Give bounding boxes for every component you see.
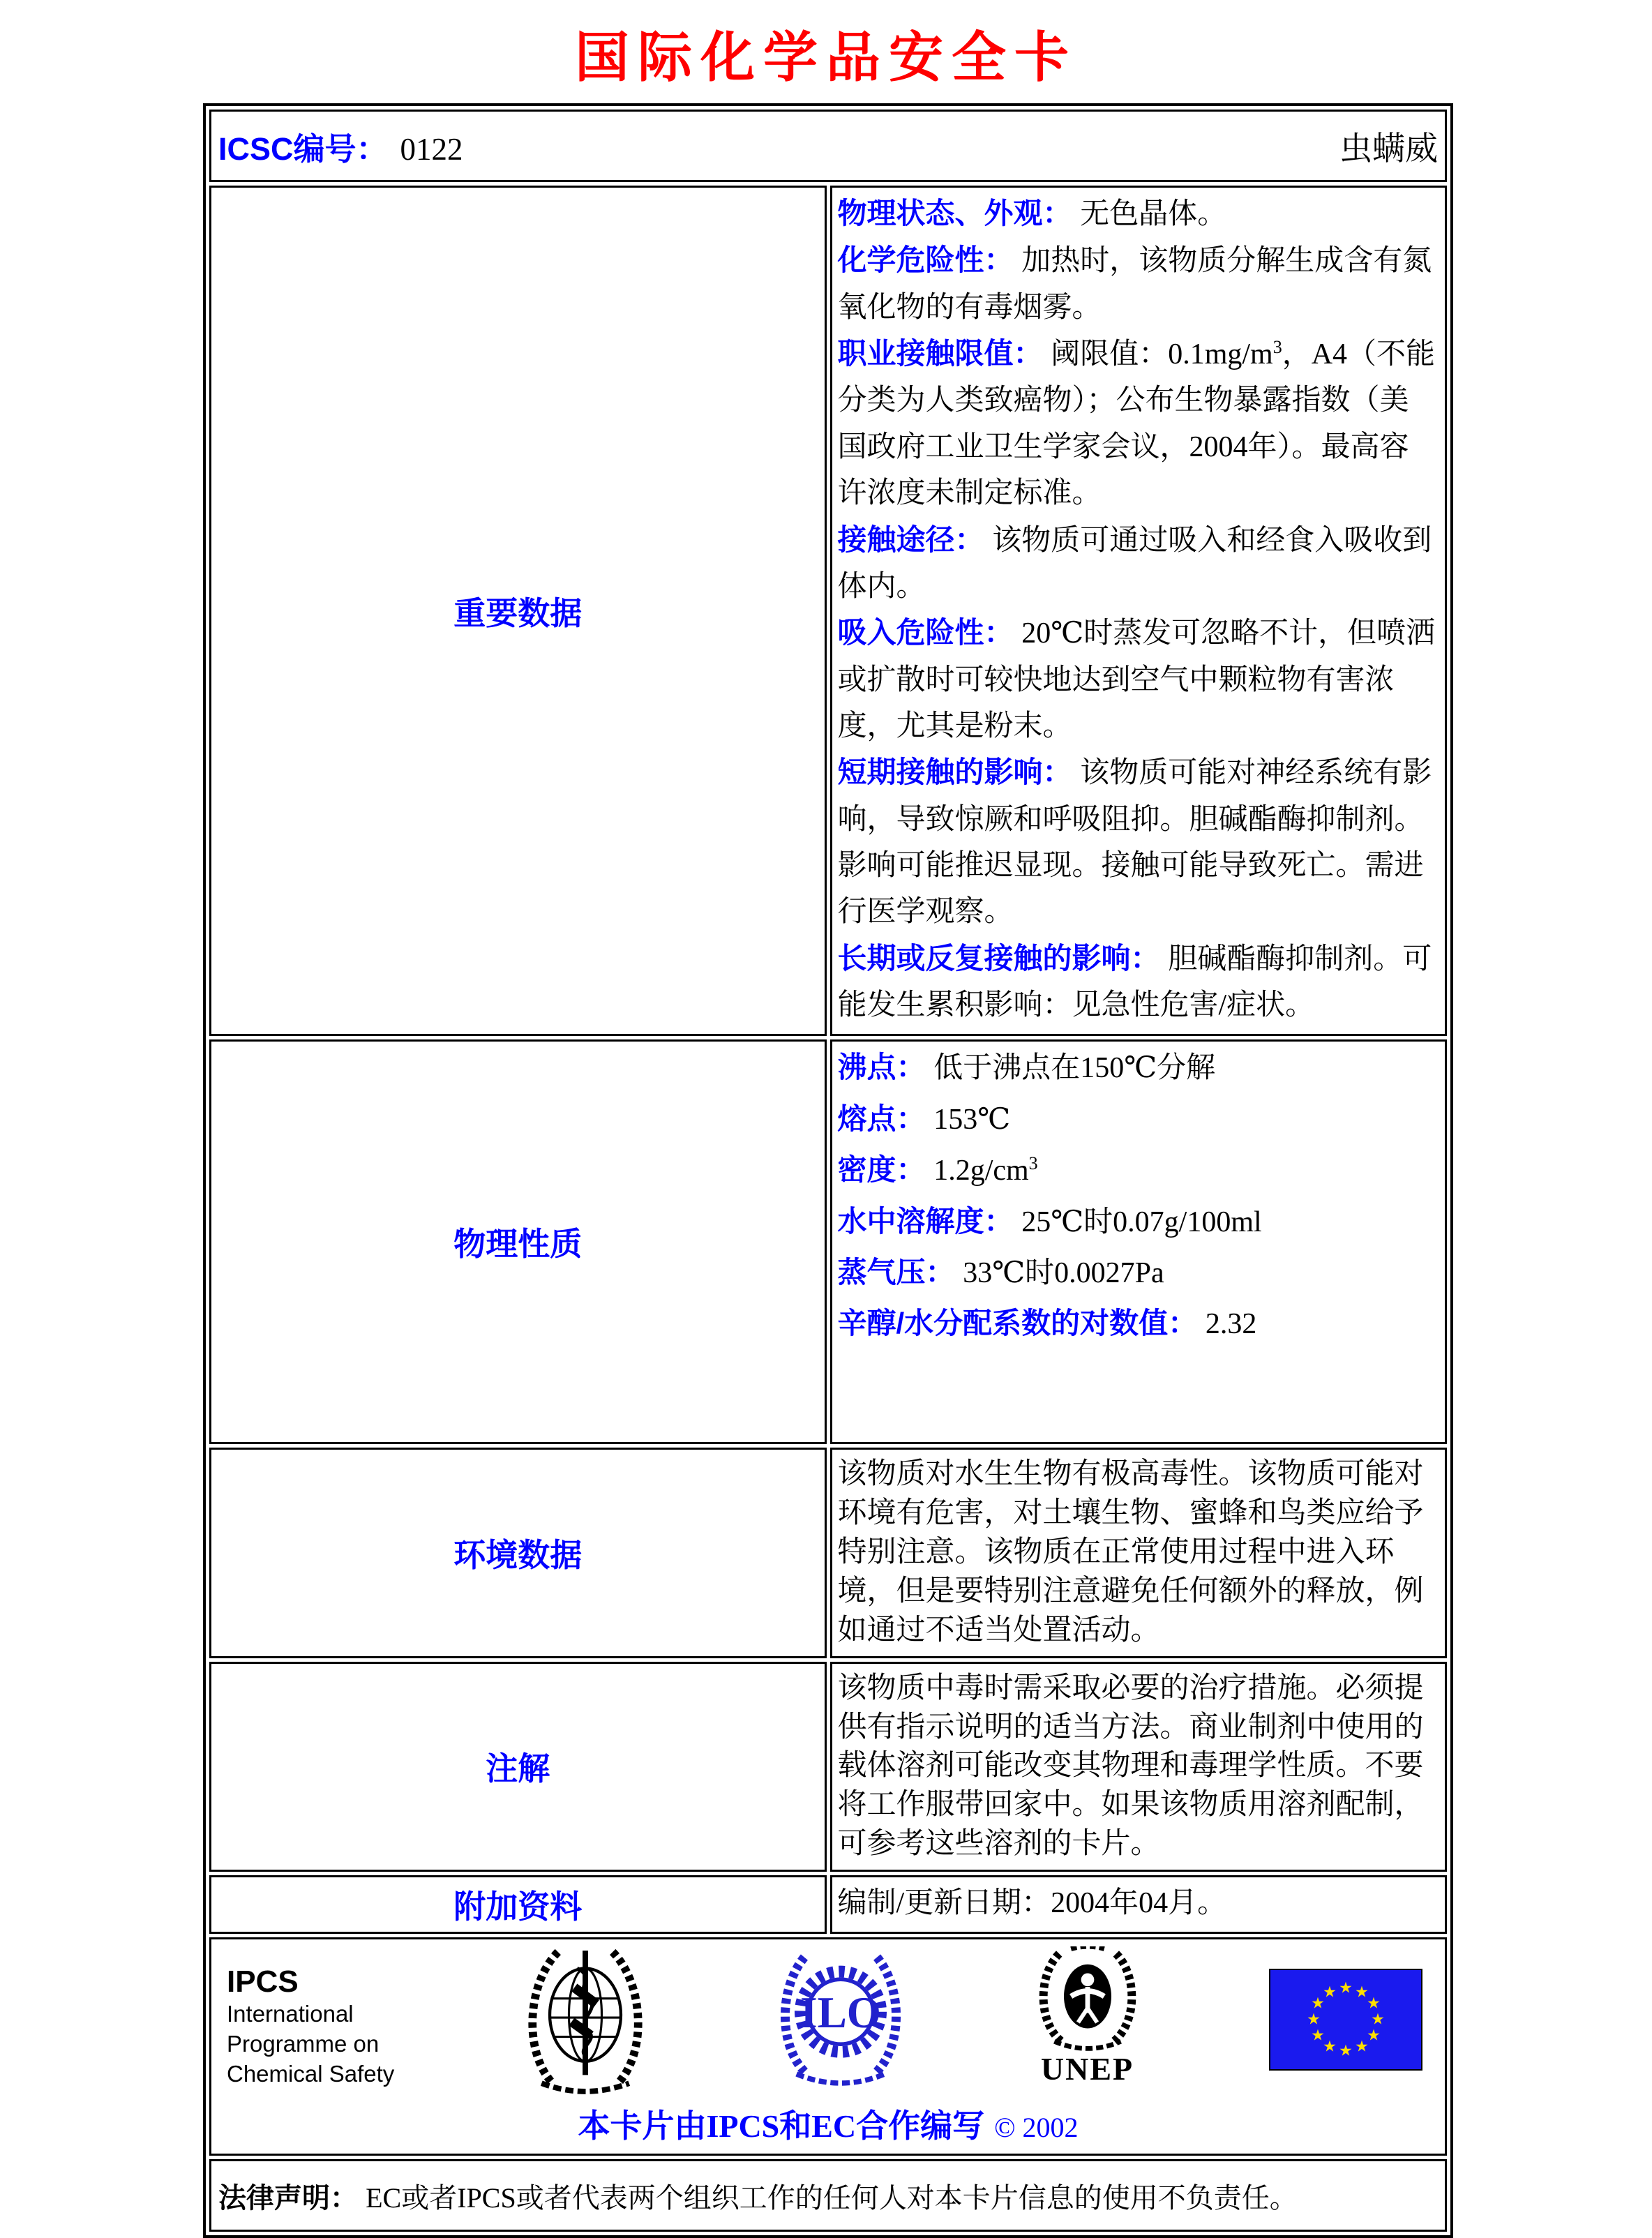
environmental-data-content: 该物质对水生生物有极高毒性。该物质可能对环境有危害，对土壤生物、蜜蜂和鸟类应给予特别注意。该物质在正常使用过程中进入环境，但是要特别注意避免任何额外的释放，例如通过不适当处置活动。: [830, 1448, 1448, 1658]
field-update-date: 编制/更新日期：2004年04月。: [837, 1887, 1227, 1920]
chemical-name: 虫螨威: [1339, 130, 1438, 167]
field-vapor-pressure: 蒸气压： 33℃时0.0027Pa: [837, 1255, 1164, 1289]
icsc-table: [203, 103, 1453, 2238]
eu-flag-icon: [1269, 1969, 1422, 2071]
field-density: 密度： $1.2g/cm^3$: [837, 1153, 1038, 1187]
physical-properties-content: [830, 1039, 1448, 1444]
section-label-physical-properties: 物理性质: [209, 1039, 827, 1444]
field-short-term-effects: 短期接触的影响： 该物质可能对神经系统有影响，导致惊厥和呼吸阻抑。胆碱酯酶抑制剂。影响可能推迟显现。接触可能导致死亡。需进行医学观察。: [837, 756, 1432, 929]
who-logo-icon: [517, 1946, 654, 2098]
ilo-letters: ILO: [800, 1988, 882, 2038]
additional-info-content: [830, 1875, 1448, 1934]
section-label-environmental-data: 环境数据: [209, 1448, 827, 1658]
logos-row: [209, 1937, 1447, 2156]
notes-content: 该物质中毒时需采取必要的治疗措施。必须提供有指示说明的适当方法。商业制剂中使用的载体溶剂可能改变其物理和毒理学性质。不要将工作服带回家中。如果该物质用溶剂配制，可参考这些溶剂的卡片。: [830, 1662, 1448, 1872]
icsc-number-value: 0122: [400, 131, 463, 167]
important-data-content: [830, 186, 1448, 1036]
icsc-number-label: ICSC编号：: [218, 130, 388, 167]
ipcs-logo-text: IPCS International Programme on Chemical Safety: [227, 1965, 395, 2087]
section-label-notes: 注解: [209, 1662, 827, 1872]
field-water-solubility: 水中溶解度： 25℃时0.07g/100ml: [837, 1204, 1262, 1238]
cooperation-caption: 本卡片由IPCS和EC合作编写 © 2002: [578, 2108, 1079, 2145]
field-octanol-water-coefficient: 辛醇/水分配系数的对数值： 2.32: [837, 1307, 1257, 1341]
field-long-term-effects: 长期或反复接触的影响： 胆碱酯酶抑制剂。可能发生累积影响：见急性危害/症状。: [837, 941, 1432, 1022]
legal-notice-text: EC或者IPCS或者代表两个组织工作的任何人对本卡片信息的使用不负责任。: [366, 2181, 1298, 2214]
field-inhalation-risk: 吸入危险性： 20℃时蒸发可忽略不计，但喷洒或扩散时可较快地达到空气中颗粒物有害浓度，尤其是粉末。: [837, 616, 1436, 742]
field-occupational-exposure-limit: 职业接触限值： 阈限值：$0.1mg/m^3$，A4（不能分类为人类致癌物）；公布生物暴露指数（美国政府工业卫生学家会议，2004年）。最高容许浓度未制定标准。: [837, 337, 1436, 510]
field-exposure-routes: 接触途径： 该物质可通过吸入和经食入吸收到体内。: [837, 523, 1432, 603]
unep-wordmark: UNEP: [1040, 2051, 1134, 2087]
legal-notice: [209, 2159, 1447, 2232]
legal-notice-label: 法律声明：: [218, 2182, 358, 2214]
ilo-logo-icon: [776, 1946, 906, 2094]
field-melting-point: 熔点： 153℃: [837, 1102, 1011, 1136]
header-row: [209, 110, 1447, 182]
field-physical-state: 物理状态、外观： 无色晶体。: [837, 197, 1227, 230]
unep-logo-icon: [1028, 1946, 1147, 2087]
section-label-important-data: 重要数据: [209, 186, 827, 1036]
field-chemical-danger: 化学危险性： 加热时，该物质分解生成含有氮氧化物的有毒烟雾。: [837, 243, 1432, 324]
field-boiling-point: 沸点： 低于沸点在150℃分解: [837, 1051, 1216, 1085]
section-label-additional-info: 附加资料: [209, 1875, 827, 1934]
page-title: 国际化学品安全卡: [574, 27, 1077, 88]
